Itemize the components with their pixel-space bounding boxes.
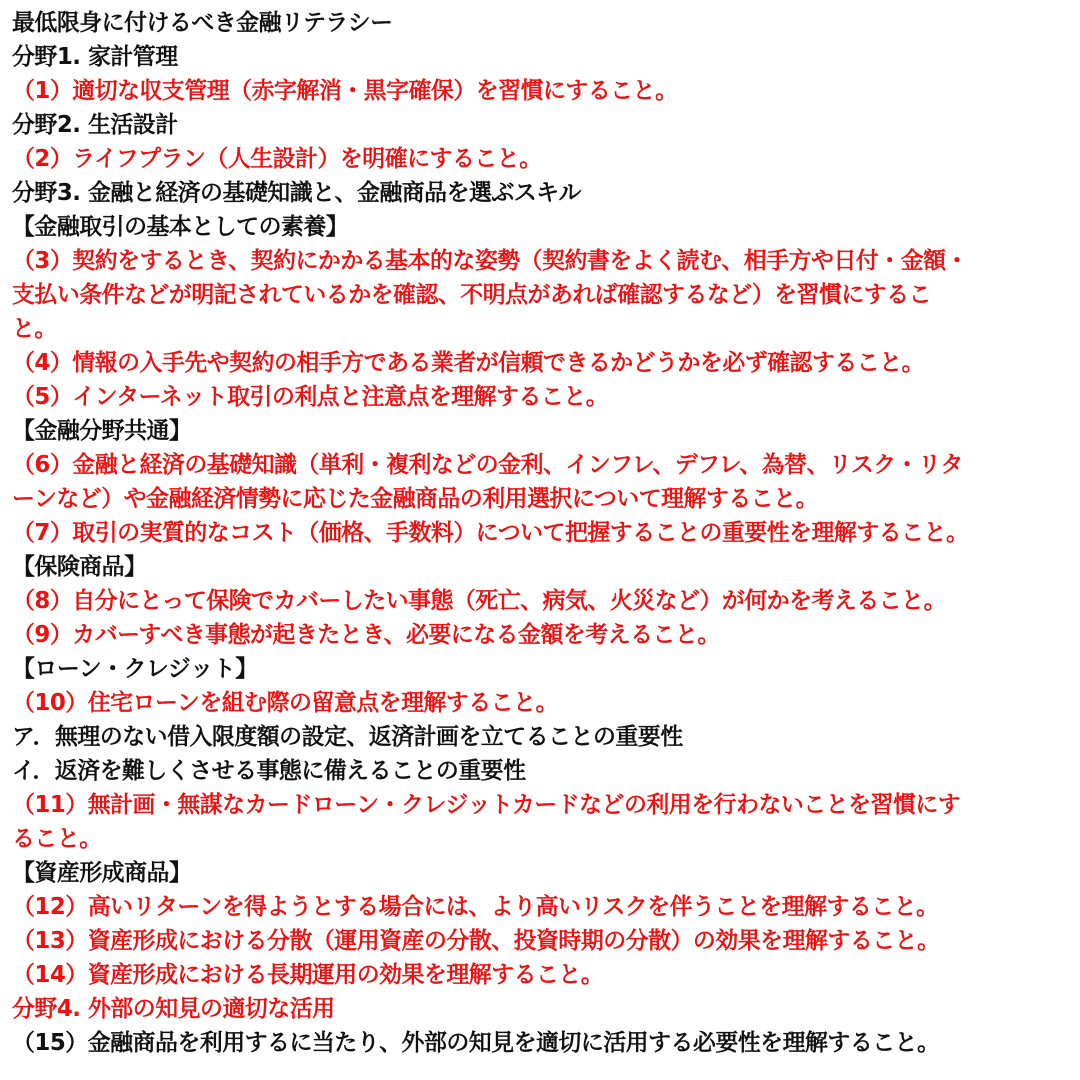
- literacy-item-line: （1）適切な収支管理（赤字解消・黒字確保）を習慣にすること。: [12, 78, 678, 104]
- document-title: 最低限身に付けるべき金融リテラシー: [12, 10, 393, 36]
- literacy-item-line: （12）高いリターンを得ようとする場合には、より高いリスクを伴うことを理解すること。: [12, 894, 939, 920]
- section-heading-line: イ．返済を難しくさせる事態に備えることの重要性: [12, 758, 526, 784]
- section-heading-line: 分野3. 金融と経済の基礎知識と、金融商品を選ぶスキル: [12, 180, 581, 206]
- literacy-item-line: （10）住宅ローンを組む際の留意点を理解すること。: [12, 690, 558, 716]
- literacy-item-line: （14）資産形成における長期運用の効果を理解すること。: [12, 962, 604, 988]
- section-heading-line: 分野2. 生活設計: [12, 112, 178, 138]
- literacy-item-line: と。: [12, 316, 57, 342]
- literacy-item-line: （13）資産形成における分散（運用資産の分散、投資時期の分散）の効果を理解すること。: [12, 928, 940, 954]
- literacy-item-line: （3）契約をするとき、契約にかかる基本的な姿勢（契約書をよく読む、相手方や日付・金額・: [12, 248, 968, 274]
- literacy-item-line: 支払い条件などが明記されているかを確認、不明点があれば確認するなど）を習慣にするこ: [12, 282, 932, 308]
- literacy-item-line: （11）無計画・無謀なカードローン・クレジットカードなどの利用を行わないことを習慣にす: [12, 792, 961, 818]
- literacy-item-line: （8）自分にとって保険でカバーしたい事態（死亡、病気、火災など）が何かを考えること。: [12, 588, 947, 614]
- literacy-item-line: （2）ライフプラン（人生設計）を明確にすること。: [12, 146, 542, 172]
- section-heading-line: （15）金融商品を利用するに当たり、外部の知見を適切に活用する必要性を理解すること。: [12, 1030, 940, 1056]
- section-heading-line: 【保険商品】: [12, 554, 147, 580]
- literacy-item-line: （4）情報の入手先や契約の相手方である業者が信頼できるかどうかを必ず確認すること。: [12, 350, 925, 376]
- literacy-item-line: 分野4. 外部の知見の適切な活用: [12, 996, 335, 1022]
- literacy-item-line: （7）取引の実質的なコスト（価格、手数料）について把握することの重要性を理解すること。: [12, 520, 969, 546]
- document-lines: [12, 40, 1072, 1060]
- literacy-item-line: （9）カバーすべき事態が起きたとき、必要になる金額を考えること。: [12, 622, 720, 648]
- section-heading-line: ア．無理のない借入限度額の設定、返済計画を立てることの重要性: [12, 724, 683, 750]
- section-heading-line: 【金融取引の基本としての素養】: [12, 214, 349, 240]
- literacy-item-line: （6）金融と経済の基礎知識（単利・複利などの金利、インフレ、デフレ、為替、リスク・リタ: [12, 452, 963, 478]
- section-heading-line: 【金融分野共通】: [12, 418, 192, 444]
- section-heading-line: 【資産形成商品】: [12, 860, 192, 886]
- literacy-item-line: （5）インターネット取引の利点と注意点を理解すること。: [12, 384, 609, 410]
- section-heading-line: 分野1. 家計管理: [12, 44, 178, 70]
- section-heading-line: 【ローン・クレジット】: [12, 656, 258, 682]
- document: [12, 6, 1072, 1060]
- literacy-item-line: ること。: [12, 826, 102, 852]
- literacy-item-line: ーンなど）や金融経済情勢に応じた金融商品の利用選択について理解すること。: [12, 486, 819, 512]
